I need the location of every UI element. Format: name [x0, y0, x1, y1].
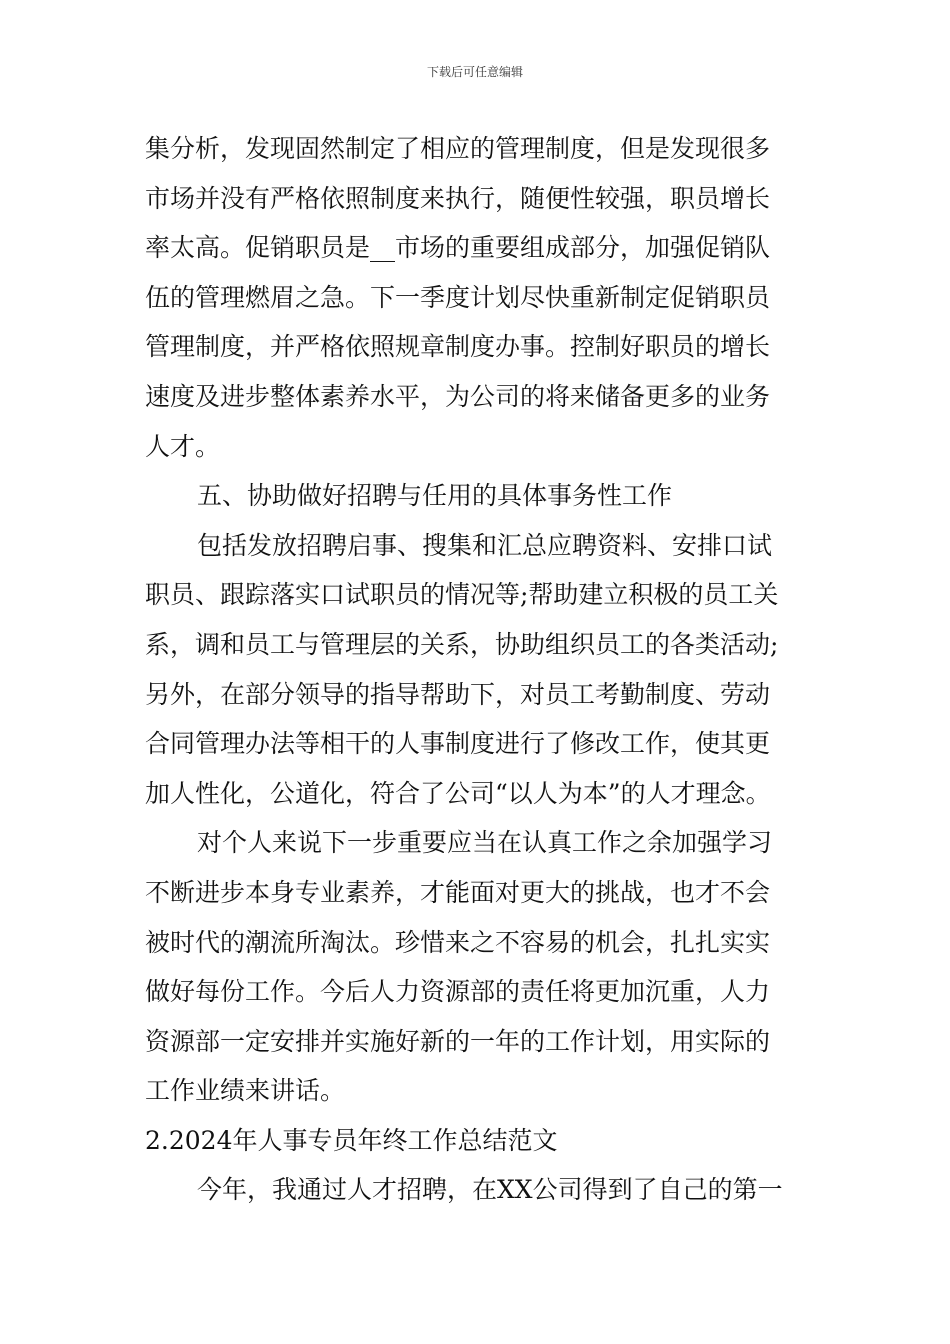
text-line: 管理制度，并严格依照规章制度办事。控制好职员的增长: [145, 332, 771, 362]
text-line: 伍的管理燃眉之急。下一季度计划尽快重新制定促销职员: [145, 282, 771, 312]
text-line: 资源部一定安排并实施好新的一年的工作计划，用实际的: [145, 1026, 771, 1056]
text-line: 集分析，发现固然制定了相应的管理制度，但是发现很多: [145, 134, 771, 163]
text-line: 速度及进步整体素养水平，为公司的将来储备更多的业务: [145, 381, 771, 411]
text-line: 市场并没有严格依照制度来执行，随便性较强，职员增长: [145, 183, 771, 213]
section-heading: 五、协助做好招聘与任用的具体事务性工作: [197, 481, 673, 511]
text-line: 今年，我通过人才招聘，在XX公司得到了自己的第一: [197, 1175, 783, 1205]
text-line: 不断进步本身专业素养，才能面对更大的挑战，也才不会: [145, 877, 771, 907]
text-line: 另外，在部分领导的指导帮助下，对员工考勤制度、劳动: [145, 679, 771, 709]
text-line: 做好每份工作。今后人力资源部的责任将更加沉重，人力: [145, 977, 771, 1007]
document-body: [145, 124, 809, 1215]
text-line: 合同管理办法等相干的人事制度进行了修改工作，使其更: [145, 729, 771, 759]
text-line: 对个人来说下一步重要应当在认真工作之余加强学习: [197, 828, 773, 858]
text-line: 率太高。促销职员是__市场的重要组成部分，加强促销队: [145, 233, 771, 263]
text-line: 工作业绩来讲话。: [145, 1076, 346, 1106]
text-line: 人才。: [145, 431, 221, 461]
text-line: 包括发放招聘启事、搜集和汇总应聘资料、安排口试: [197, 530, 773, 560]
article-title: 2.2024年人事专员年终工作总结范文: [145, 1125, 558, 1155]
page-header: 下载后可任意编辑: [426, 65, 523, 79]
text-line: 被时代的潮流所淘汰。珍惜来之不容易的机会，扎扎实实: [145, 927, 771, 957]
text-line: 职员、跟踪落实口试职员的情况等;帮助建立积极的员工关: [145, 580, 779, 610]
text-line: 系，调和员工与管理层的关系，协助组织员工的各类活动;: [145, 629, 779, 659]
text-line: 加人性化，公道化，符合了公司“以人为本”的人才理念。: [145, 778, 771, 808]
